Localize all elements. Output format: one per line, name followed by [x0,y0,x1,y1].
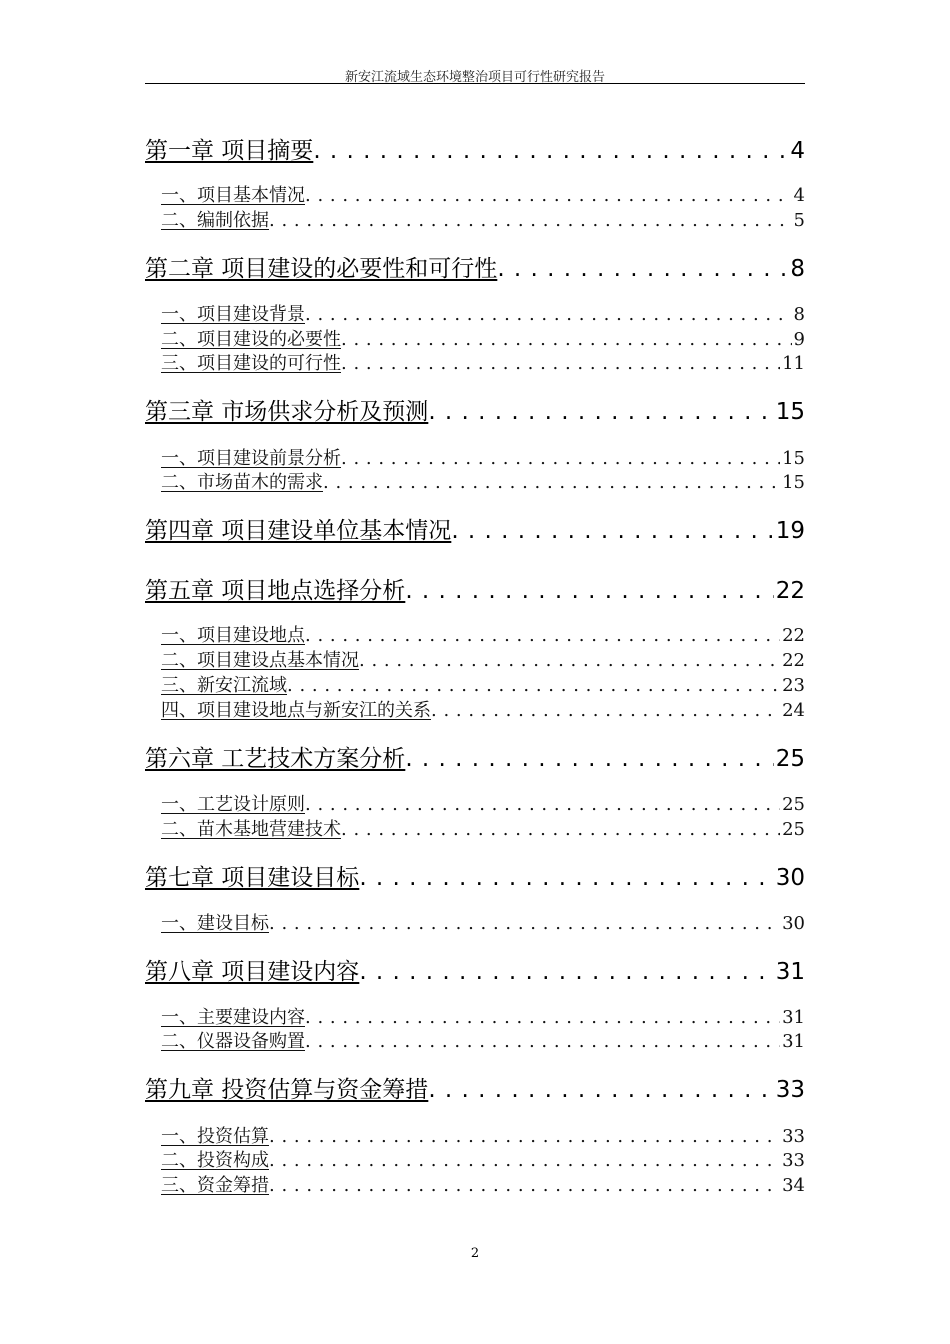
toc-entry-title[interactable]: 一、主要建设内容 [161,1007,305,1028]
toc-entry-title[interactable]: 第七章 项目建设目标 [145,865,360,891]
dot-leader [269,912,780,936]
toc-entry-title[interactable]: 一、投资估算 [161,1126,269,1147]
dot-leader [405,744,773,774]
toc-entry-title[interactable]: 一、建设目标 [161,913,269,934]
toc-section[interactable] [161,1125,805,1149]
dot-leader [269,1125,780,1149]
dot-leader [269,209,792,233]
toc-entry-title[interactable]: 第四章 项目建设单位基本情况 [145,518,452,544]
toc-entry-page: 25 [782,794,805,815]
dot-leader [269,1174,780,1198]
toc-entry-title[interactable]: 第二章 项目建设的必要性和可行性 [145,256,498,282]
dot-leader [341,352,780,376]
toc-entry-title[interactable]: 三、项目建设的可行性 [161,353,341,374]
toc-section[interactable] [161,649,805,673]
toc-entry-page: 8 [790,256,805,282]
toc-entry-title[interactable]: 第八章 项目建设内容 [145,959,360,985]
toc-entry-page: 15 [775,399,805,425]
toc-entry-title[interactable]: 二、项目建设的必要性 [161,329,341,350]
dot-leader [341,818,780,842]
dot-leader [497,254,788,284]
dot-leader [405,576,773,606]
toc-entry-page: 8 [793,304,805,325]
toc-entry-page: 25 [775,746,805,772]
toc-entry-page: 11 [782,353,805,374]
toc-section[interactable] [161,674,805,698]
toc-section[interactable] [161,1149,805,1173]
toc-entry-title[interactable]: 第九章 投资估算与资金筹措 [145,1077,429,1103]
toc-entry-page: 22 [782,650,805,671]
toc-chapter-7[interactable] [145,863,805,893]
toc-entry-title[interactable]: 第三章 市场供求分析及预测 [145,399,429,425]
toc-entry-page: 15 [782,448,805,469]
toc-entry-title[interactable]: 一、项目建设背景 [161,304,305,325]
toc-chapter-5[interactable] [145,576,805,606]
toc-entry-title[interactable]: 一、项目建设前景分析 [161,448,341,469]
toc-entry-title[interactable]: 三、新安江流域 [161,675,287,696]
toc-chapter-1[interactable] [145,136,805,166]
dot-leader [431,699,780,723]
dot-leader [341,447,780,471]
toc-entry-title[interactable]: 第一章 项目摘要 [145,138,314,164]
toc-section[interactable] [161,328,805,352]
toc-entry-page: 15 [782,472,805,493]
toc-section[interactable] [161,1174,805,1198]
toc-entry-page: 34 [782,1175,805,1196]
toc-section[interactable] [161,699,805,723]
toc-section[interactable] [161,793,805,817]
toc-entry-page: 9 [793,329,805,350]
toc-entry-title[interactable]: 二、投资构成 [161,1150,269,1171]
toc-entry-page: 4 [793,185,805,206]
toc-section[interactable] [161,303,805,327]
dot-leader [451,516,773,546]
toc-entry-page: 31 [782,1007,805,1028]
toc-entry-title[interactable]: 一、项目基本情况 [161,185,305,206]
dot-leader [305,1006,780,1030]
toc-entry-page: 22 [775,578,805,604]
dot-leader [428,1075,773,1105]
toc-chapter-2[interactable] [145,254,805,284]
toc-section[interactable] [161,912,805,936]
toc-entry-title[interactable]: 三、资金筹措 [161,1175,269,1196]
toc-entry-title[interactable]: 二、仪器设备购置 [161,1031,305,1052]
toc-section[interactable] [161,1006,805,1030]
dot-leader [305,303,792,327]
toc-chapter-6[interactable] [145,744,805,774]
toc-chapter-3[interactable] [145,397,805,427]
dot-leader [305,184,792,208]
toc-chapter-8[interactable] [145,957,805,987]
dot-leader [305,793,780,817]
toc-entry-page: 25 [782,819,805,840]
toc-entry-title[interactable]: 一、工艺设计原则 [161,794,305,815]
dot-leader [269,1149,780,1173]
toc-entry-title[interactable]: 第五章 项目地点选择分析 [145,578,406,604]
toc-entry-title[interactable]: 二、项目建设点基本情况 [161,650,359,671]
toc-entry-page: 33 [782,1150,805,1171]
toc-entry-title[interactable]: 二、苗木基地营建技术 [161,819,341,840]
toc-entry-page: 33 [775,1077,805,1103]
toc-section[interactable] [161,624,805,648]
page-number: 2 [470,1246,480,1261]
toc-entry-page: 24 [782,700,805,721]
toc-entry-page: 31 [782,1031,805,1052]
toc-section[interactable] [161,184,805,208]
toc-section[interactable] [161,471,805,495]
toc-entry-page: 30 [775,865,805,891]
toc-section[interactable] [161,1030,805,1054]
toc-chapter-4[interactable] [145,516,805,546]
toc-entry-title[interactable]: 第六章 工艺技术方案分析 [145,746,406,772]
toc-chapter-9[interactable] [145,1075,805,1105]
dot-leader [359,957,773,987]
toc-entry-page: 19 [775,518,805,544]
dot-leader [313,136,788,166]
toc-entry-page: 23 [782,675,805,696]
toc-entry-title[interactable]: 一、项目建设地点 [161,625,305,646]
dot-leader [305,1030,780,1054]
toc-entry-page: 5 [793,210,805,231]
dot-leader [428,397,773,427]
toc-entry-title[interactable]: 二、市场苗木的需求 [161,472,323,493]
toc-entry-page: 30 [782,913,805,934]
toc-section[interactable] [161,209,805,233]
toc-section[interactable] [161,818,805,842]
toc-entry-page: 22 [782,625,805,646]
toc-entry-page: 4 [790,138,805,164]
dot-leader [359,649,780,673]
toc-entry-page: 33 [782,1126,805,1147]
dot-leader [323,471,780,495]
dot-leader [287,674,780,698]
toc-section[interactable] [161,352,805,376]
toc-section[interactable] [161,447,805,471]
dot-leader [341,328,792,352]
toc-entry-page: 31 [775,959,805,985]
toc-entry-title[interactable]: 四、项目建设地点与新安江的关系 [161,700,431,721]
toc-entry-title[interactable]: 二、编制依据 [161,210,269,231]
dot-leader [359,863,773,893]
running-header: 新安江流域生态环境整治项目可行性研究报告 [344,70,605,85]
dot-leader [305,624,780,648]
